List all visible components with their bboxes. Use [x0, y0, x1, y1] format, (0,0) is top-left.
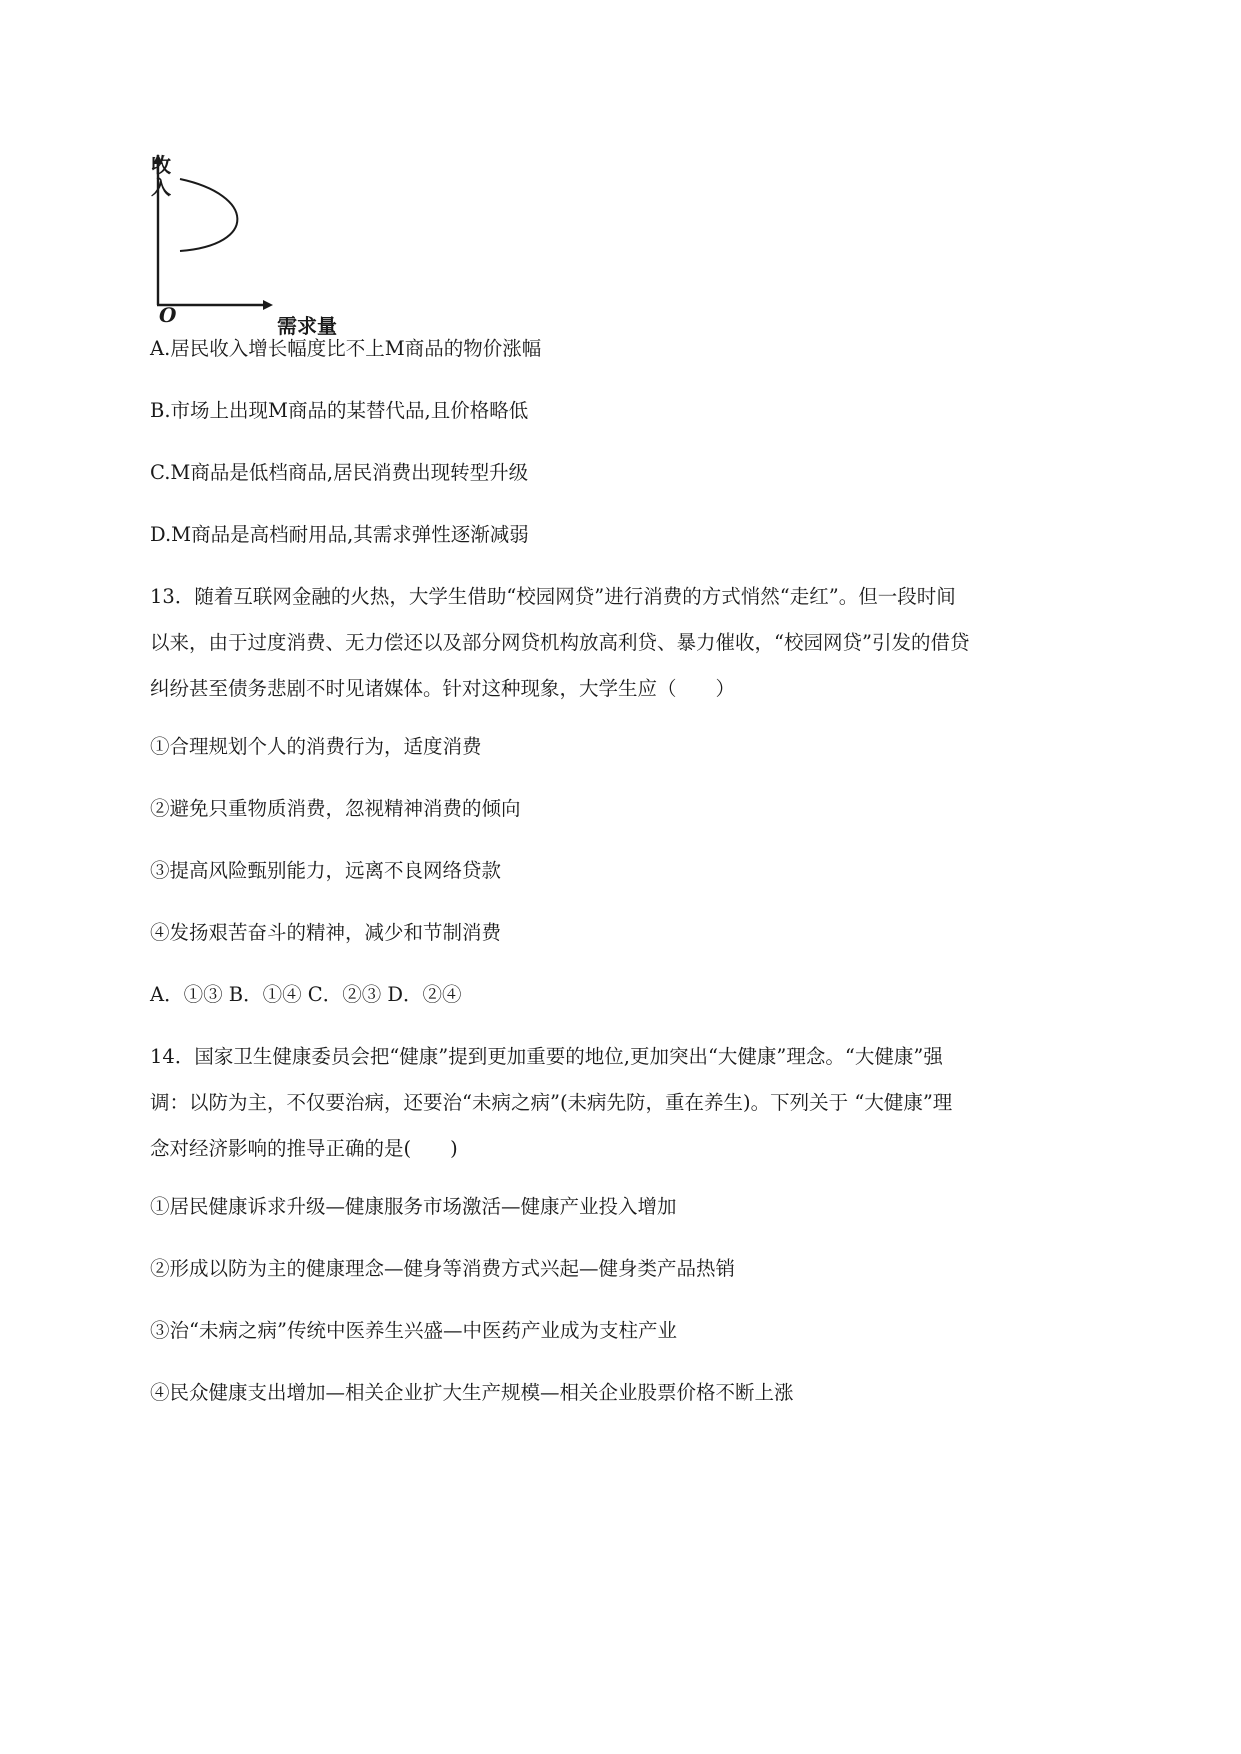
y-axis-label: 收入 [151, 153, 171, 199]
q13-statement-3: ③提高风险甄别能力，远离不良网络贷款 [150, 859, 502, 882]
q13-stem-line-3: 纠纷甚至债务悲剧不时见诸媒体。针对这种现象，大学生应（ ） [150, 677, 736, 700]
q14-statement-1: ①居民健康诉求升级—健康服务市场激活—健康产业投入增加 [150, 1195, 677, 1218]
q13-statement-4: ④发扬艰苦奋斗的精神，减少和节制消费 [150, 921, 502, 944]
q12-option-d: D.M商品是高档耐用品,其需求弹性逐渐减弱 [150, 523, 529, 546]
q14-stem-line-3: 念对经济影响的推导正确的是( ) [150, 1137, 458, 1160]
q14-stem-line-1: 14．国家卫生健康委员会把“健康”提到更加重要的地位,更加突出“大健康”理念。“大健康”强 [150, 1045, 943, 1068]
q12-option-a: A.居民收入增长幅度比不上M商品的物价涨幅 [150, 337, 542, 360]
q14-stem-line-2: 调：以防为主，不仅要治病，还要治“未病之病”(未病先防，重在养生)。下列关于 “大健康”理 [150, 1091, 953, 1114]
q13-stem-line-2: 以来，由于过度消费、无力偿还以及部分网贷机构放高利贷、暴力催收，“校园网贷”引发的借贷 [150, 631, 970, 654]
q14-statement-2: ②形成以防为主的健康理念—健身等消费方式兴起—健身类产品热销 [150, 1257, 736, 1280]
q13-statement-1: ①合理规划个人的消费行为，适度消费 [150, 735, 482, 758]
q14-statement-4: ④民众健康支出增加—相关企业扩大生产规模—相关企业股票价格不断上涨 [150, 1381, 794, 1404]
q12-option-b: B.市场上出现M商品的某替代品,且价格略低 [150, 399, 529, 422]
q14-statement-3: ③治“未病之病”传统中医养生兴盛—中医药产业成为支柱产业 [150, 1319, 677, 1342]
demand-curve [180, 179, 237, 251]
income-demand-figure [140, 145, 370, 345]
q13-stem-line-1: 13．随着互联网金融的火热，大学生借助“校园网贷”进行消费的方式悄然“走红”。但一段时间 [150, 585, 956, 608]
q13-statement-2: ②避免只重物质消费，忽视精神消费的倾向 [150, 797, 521, 820]
q13-answer-choices: A．①③ B．①④ C．②③ D．②④ [150, 983, 462, 1006]
q12-option-c: C.M商品是低档商品,居民消费出现转型升级 [150, 461, 529, 484]
x-axis-label: 需求量 [277, 314, 337, 338]
origin-label: O [159, 303, 177, 327]
